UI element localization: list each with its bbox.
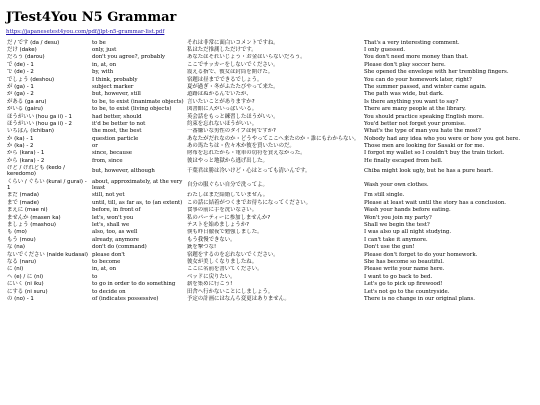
example-english-cell: Wash your own clothes.: [364, 181, 429, 188]
example-english-cell: You can do your homework later, right?: [364, 76, 472, 83]
example-english-cell: Please at least wait until the story has a conclusion.: [364, 199, 507, 206]
meaning-cell: to: [92, 273, 98, 280]
grammar-point-cell: で (de) - 1: [7, 61, 34, 68]
example-japanese-cell: ここに名前を書いてください。: [187, 266, 263, 273]
meaning-cell: also, too, as well: [92, 229, 138, 236]
example-english-cell: Please don't play soccer here.: [364, 61, 446, 68]
example-english-cell: Shall we begin the test?: [364, 221, 430, 228]
example-japanese-cell: テストを始めましょうか?: [187, 221, 249, 228]
example-japanese-cell: それは非常に面白いコメントですね。: [187, 39, 279, 46]
table-row: [6, 229, 538, 236]
table-row: [6, 165, 538, 179]
table-row: [6, 273, 538, 280]
grammar-point-cell: な (na): [7, 244, 26, 251]
meaning-cell: don't you agree?, probably: [92, 54, 166, 61]
meaning-cell: by, with: [92, 69, 114, 76]
grammar-point-cell: いちばん (ichiban): [7, 128, 54, 135]
example-japanese-cell: 食事の前に手を洗いなさい。: [187, 207, 258, 214]
example-japanese-cell: 英会話をもっと練習したほうがいい。: [187, 113, 279, 120]
meaning-cell: but, however, although: [92, 168, 155, 175]
meaning-cell: in, at, on: [92, 266, 117, 273]
meaning-cell: to go in order to do something: [92, 281, 176, 288]
example-english-cell: The path was wide, but dark.: [364, 91, 444, 98]
example-english-cell: Please don't forget to do your homework.: [364, 251, 478, 258]
table-row: [6, 178, 538, 192]
example-japanese-cell: この話に結着がつくまでお待ちになってください。: [187, 199, 311, 206]
table-row: [6, 46, 538, 53]
grammar-point-cell: にいく (ni iku): [7, 281, 44, 288]
example-japanese-cell: ここでサッカーをしないでください。: [187, 61, 279, 68]
grammar-point-cell: まだ (mada): [7, 192, 39, 199]
example-english-cell: Won't you join my party?: [364, 214, 432, 221]
example-japanese-cell: あの馬たちは・佐々木か彼を買いたいのだ。: [187, 143, 295, 150]
example-english-cell: Let's not go to the countryside.: [364, 288, 450, 295]
table-row: [6, 150, 538, 157]
meaning-cell: only, just: [92, 46, 117, 53]
example-japanese-cell: あなたはそれいじょう・お金はいらないだろう。: [187, 54, 306, 61]
example-english-cell: I forgot my wallet so I couldn't buy the train ticket.: [364, 150, 505, 157]
grammar-point-cell: なる (naru): [7, 258, 37, 265]
table-row: [6, 98, 538, 105]
example-japanese-cell: 私はただ推測しただけです。: [187, 46, 257, 53]
meaning-cell: don't do (command): [92, 244, 147, 251]
meaning-cell: already, anymore: [92, 236, 139, 243]
table-row: [6, 192, 538, 199]
meaning-cell: still, not yet: [92, 192, 125, 199]
example-japanese-cell: 宿題をするのを忘れないでください。: [187, 251, 279, 258]
table-row: [6, 128, 538, 135]
example-japanese-cell: 夏が過ぎ・冬がふたたびやって来た。: [187, 83, 279, 90]
example-english-cell: The summer passed, and winter came again.: [364, 83, 487, 90]
table-row: [6, 61, 538, 68]
meaning-cell: subject marker: [92, 83, 134, 90]
example-english-cell: Please write your name here.: [364, 266, 445, 273]
meaning-cell: question particle: [92, 135, 139, 142]
meaning-cell: until, till, as far as, to (an extent): [92, 199, 183, 206]
table-row: [6, 91, 538, 98]
page-title: JTest4You N5 Grammar: [6, 10, 177, 25]
example-english-cell: You don't need more money than that.: [364, 54, 469, 61]
table-row: [6, 244, 538, 251]
table-row: [6, 83, 538, 90]
table-row: [6, 199, 538, 206]
example-english-cell: He finally escaped from hell.: [364, 157, 443, 164]
meaning-cell: let's, won't you: [92, 214, 134, 221]
grammar-point-cell: まで (made): [7, 199, 39, 206]
example-english-cell: Those men are looking for Sasaki or for me.: [364, 143, 485, 150]
meaning-cell: I think, probably: [92, 76, 138, 83]
meaning-cell: since, because: [92, 150, 132, 157]
grammar-point-cell: から (kara) - 1: [7, 150, 45, 157]
example-japanese-cell: 彼女が美しくなりましたね。: [187, 258, 258, 265]
meaning-cell: of (indicates possessive): [92, 295, 159, 302]
meaning-cell: about, approximately, at the very least: [92, 178, 183, 192]
example-japanese-cell: 銃を撃つな!: [187, 244, 217, 251]
table-row: [6, 295, 538, 302]
example-english-cell: Is there anything you want to say?: [364, 98, 459, 105]
example-english-cell: I only guessed.: [364, 46, 406, 53]
grammar-point-cell: が (ga) - 2: [7, 91, 34, 98]
example-english-cell: Chiba might look ugly, but he has a pure heart.: [364, 168, 493, 175]
meaning-cell: the most, the best: [92, 128, 142, 135]
example-japanese-cell: 震える指で、彼女は封筒を開けた。: [187, 69, 274, 76]
example-japanese-cell: 薪を集めに行こう!: [187, 281, 233, 288]
example-japanese-cell: 図書館に人がいっぱいいる。: [187, 106, 258, 113]
example-japanese-cell: 僕も昨日徹夜で勉強しました。: [187, 229, 263, 236]
meaning-cell: let's, shall we: [92, 221, 130, 228]
grammar-point-cell: か (ka) - 1: [7, 135, 34, 142]
table-row: [6, 39, 538, 46]
grammar-table: [6, 39, 538, 303]
table-row: [6, 288, 538, 295]
grammar-point-cell: まえに (mae ni): [7, 207, 48, 214]
meaning-cell: had better, should: [92, 113, 142, 120]
meaning-cell: to become: [92, 258, 121, 265]
meaning-cell: it'd be better to not: [92, 120, 146, 127]
example-english-cell: I want to go back to bed.: [364, 273, 433, 280]
grammar-point-cell: に (ni): [7, 266, 24, 273]
table-row: [6, 113, 538, 120]
meaning-cell: to be, to exist (living objects): [92, 106, 172, 113]
grammar-point-cell: ほうがいい (hou ga ii) - 2: [7, 120, 72, 127]
table-row: [6, 135, 538, 142]
example-japanese-cell: 私のパーティーに参加しませんか?: [187, 214, 271, 221]
grammar-point-cell: ほうがいい (hou ga ii) - 1: [7, 113, 72, 120]
grammar-table-body: [6, 39, 538, 303]
example-japanese-cell: 予定の計画にはなんら変更はありません。: [187, 295, 290, 302]
grammar-point-cell: にする (ni suru): [7, 288, 48, 295]
example-english-cell: I can't take it anymore.: [364, 236, 428, 243]
grammar-point-cell: でしょう (deshou): [7, 76, 55, 83]
table-row: [6, 207, 538, 214]
table-row: [6, 69, 538, 76]
example-japanese-cell: 自分の服ぐらい自分で洗ってよ。: [187, 181, 268, 188]
grammar-point-cell: もう (mou): [7, 236, 36, 243]
grammar-point-cell: だ / です (da / desu): [7, 39, 60, 46]
grammar-point-cell: くらい / ぐらい (kurai / gurai) - 1: [7, 178, 87, 192]
example-japanese-cell: 道路はぬかるんでいたが、: [187, 91, 252, 98]
meaning-cell: to be, to exist (inanimate objects): [92, 98, 184, 105]
example-japanese-cell: あなたがだれなのか・どうやってここへ来たのか・誰にもわからない。: [187, 135, 360, 142]
meaning-cell: to decide on: [92, 288, 126, 295]
meaning-cell: please don't: [92, 251, 126, 258]
grammar-point-cell: が (ga) - 1: [7, 83, 34, 90]
table-row: [6, 214, 538, 221]
grammar-point-cell: の (no) - 1: [7, 295, 34, 302]
example-english-cell: Don't use the gun!: [364, 244, 415, 251]
grammar-point-cell: ないでください (naide kudasai): [7, 251, 89, 258]
example-english-cell: There are many people at the library.: [364, 106, 466, 113]
grammar-point-cell: がある (ga aru): [7, 98, 47, 105]
table-row: [6, 221, 538, 228]
example-japanese-cell: 一番嫌いな男性のタイプは何ですか?: [187, 128, 276, 135]
example-english-cell: What's the type of man you hate the most?: [364, 128, 481, 135]
example-japanese-cell: もう我慢できない。: [187, 236, 236, 243]
grammar-point-cell: から (kara) - 2: [7, 157, 45, 164]
example-japanese-cell: 彼はやっと地獄から逃げ出した。: [187, 157, 268, 164]
grammar-point-cell: か (ka) - 2: [7, 143, 34, 150]
table-row: [6, 120, 538, 127]
example-english-cell: I was also up all night studying.: [364, 229, 452, 236]
table-row: [6, 76, 538, 83]
example-english-cell: She opened the envelope with her trembling fingers.: [364, 69, 509, 76]
example-english-cell: Nobody had any idea who you were or how you got here.: [364, 135, 521, 142]
grammar-point-cell: だろう (darou): [7, 54, 45, 61]
table-row: [6, 106, 538, 113]
example-japanese-cell: 財布を忘れたから・電車の切符を買えなかった。: [187, 150, 306, 157]
example-japanese-cell: 千葉君は勝は冷いけど・心はとっても清いんです。: [187, 168, 311, 175]
example-english-cell: That's a very interesting comment.: [364, 39, 460, 46]
table-row: [6, 266, 538, 273]
grammar-point-cell: だけ (dake): [7, 46, 37, 53]
grammar-point-cell: けど / けれども (kedo / keredomo): [7, 165, 65, 178]
grammar-point-cell: がいる (gairu): [7, 106, 43, 113]
meaning-cell: or: [92, 143, 98, 150]
grammar-point-cell: ましょう (mashou): [7, 221, 56, 228]
table-row: [6, 258, 538, 265]
meaning-cell: to be: [92, 39, 106, 46]
example-japanese-cell: ベッドに戻りたい。: [187, 273, 236, 280]
example-english-cell: Let's go to pick up firewood!: [364, 281, 443, 288]
example-japanese-cell: 田舎へ行かないことにしましょう。: [187, 288, 274, 295]
example-japanese-cell: わたしはまだ結婚していません。: [187, 192, 269, 199]
table-row: [6, 251, 538, 258]
grammar-point-cell: ませんか (masen ka): [7, 214, 61, 221]
example-english-cell: She has become so beautiful.: [364, 258, 445, 265]
example-japanese-cell: 言いたいことがありますか?: [187, 98, 255, 105]
example-japanese-cell: 約束を忘れないほうがいい。: [187, 120, 258, 127]
meaning-cell: from, since: [92, 157, 123, 164]
source-link[interactable]: https://japanesetest4you.com/pdf/jlpt-n5-grammar-list.pdf: [6, 29, 165, 35]
table-row: [6, 142, 538, 149]
example-english-cell: Wash your hands before eating.: [364, 207, 451, 214]
table-row: [6, 236, 538, 243]
table-row: [6, 54, 538, 61]
grammar-point-cell: も (mo): [7, 229, 27, 236]
example-english-cell: You'd better not forget your promise.: [364, 120, 466, 127]
example-english-cell: There is no change in our original plans.: [364, 295, 476, 302]
meaning-cell: but, however, still: [92, 91, 141, 98]
meaning-cell: before, in front of: [92, 207, 141, 214]
example-english-cell: You should practice speaking English more.: [364, 113, 484, 120]
example-english-cell: I'm still single.: [364, 192, 405, 199]
grammar-point-cell: で (de) - 2: [7, 69, 34, 76]
table-row: [6, 281, 538, 288]
grammar-point-cell: へ (e) / に (ni): [7, 273, 44, 280]
meaning-cell: in, at, on: [92, 61, 117, 68]
example-japanese-cell: 宿題は昼までできるでしょう。: [187, 76, 263, 83]
table-row: [6, 157, 538, 164]
